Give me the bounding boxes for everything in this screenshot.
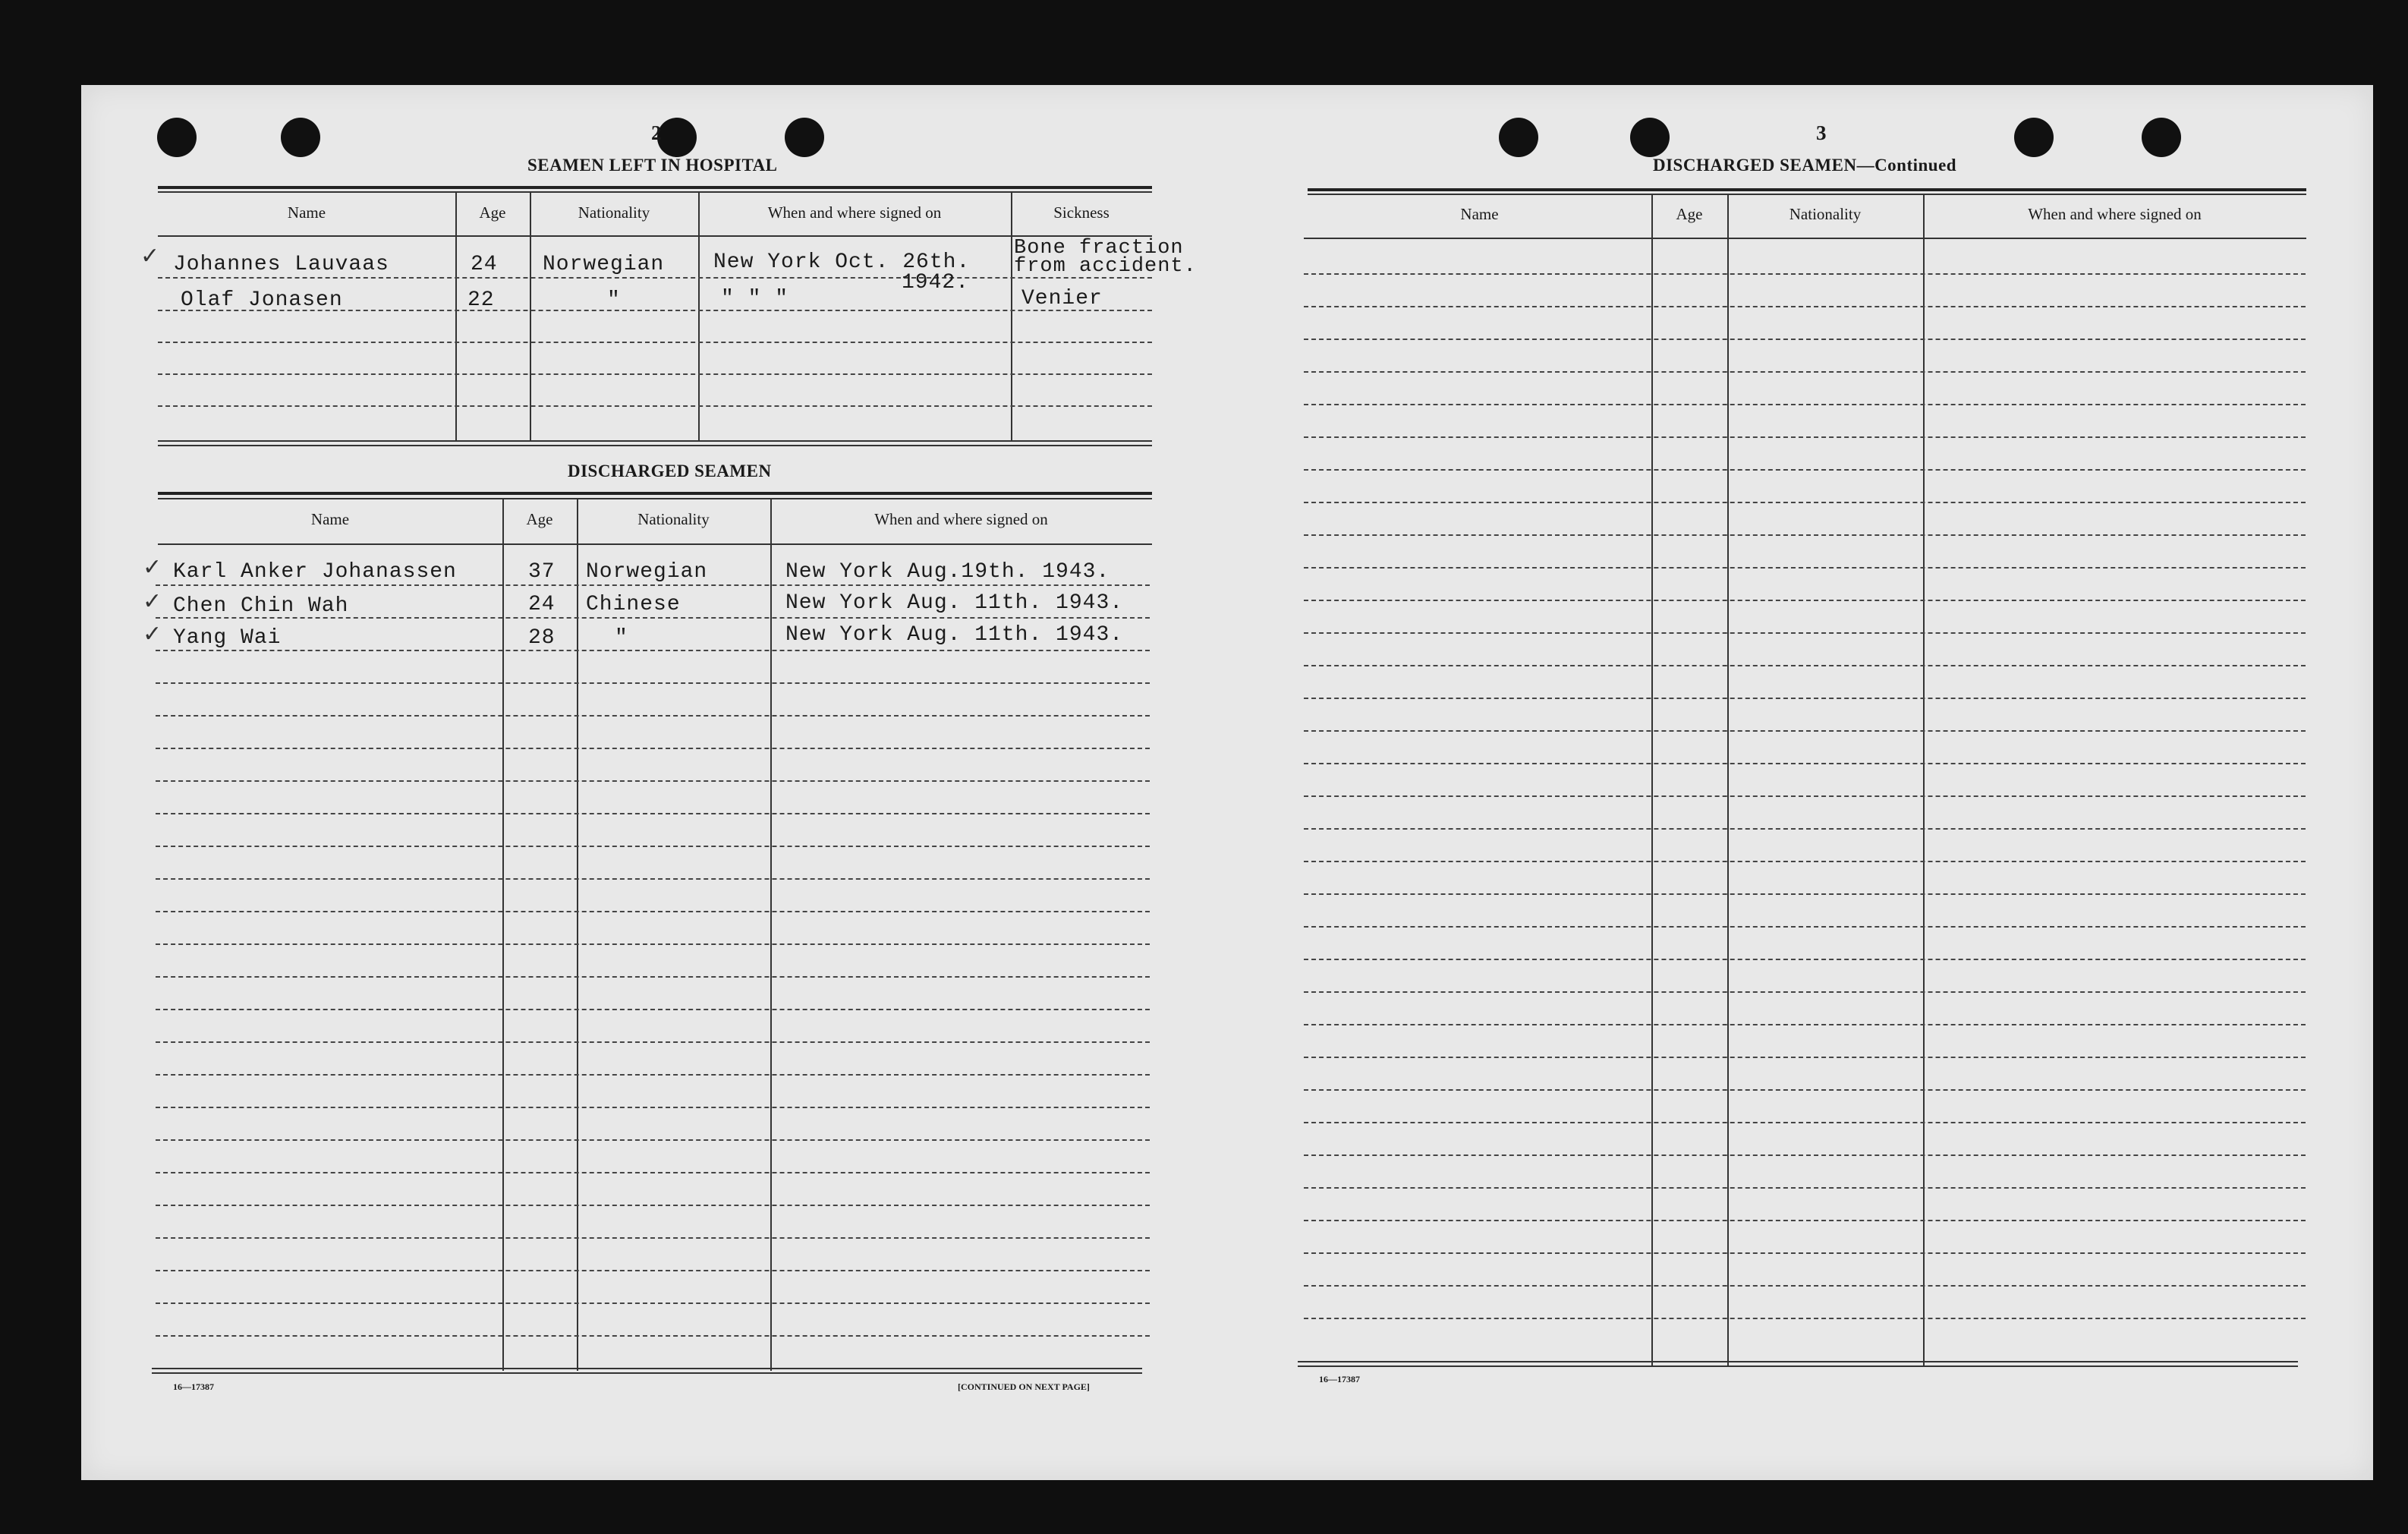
punch-hole bbox=[657, 118, 697, 157]
right-col-name: Name bbox=[1460, 205, 1499, 223]
ruled-line bbox=[156, 1172, 1150, 1173]
ruled-line bbox=[1304, 1122, 2306, 1123]
ruled-line bbox=[1304, 1318, 2306, 1319]
right-header-rule bbox=[1304, 238, 2306, 239]
ruled-line bbox=[1304, 436, 2306, 438]
hospital-col-divider bbox=[455, 191, 457, 442]
discharged-row-name: Karl Anker Johanassen bbox=[173, 560, 457, 584]
ruled-line bbox=[1304, 665, 2306, 666]
ruled-line bbox=[1304, 991, 2306, 993]
discharged-col-signed: When and where signed on bbox=[874, 510, 1048, 528]
hospital-col-divider bbox=[530, 191, 531, 442]
ruled-line bbox=[158, 342, 1152, 343]
right-form-number: 16—17387 bbox=[1319, 1374, 1360, 1384]
discharged-row-signed: New York Aug. 11th. 1943. bbox=[785, 623, 1124, 647]
discharged-section-title: DISCHARGED SEAMEN bbox=[568, 461, 772, 480]
ruled-line bbox=[156, 1302, 1150, 1304]
discharged-col-divider bbox=[577, 498, 578, 1371]
ruled-line bbox=[1304, 1285, 2306, 1287]
hospital-col-name: Name bbox=[287, 203, 326, 222]
discharged-top-rule-2 bbox=[158, 498, 1152, 499]
ruled-line bbox=[1304, 1089, 2306, 1091]
hospital-header-rule bbox=[158, 235, 1152, 237]
ruled-line bbox=[156, 976, 1150, 978]
ruled-line bbox=[156, 1139, 1150, 1141]
discharged-row-signed: New York Aug. 11th. 1943. bbox=[785, 591, 1124, 615]
hospital-col-sickness: Sickness bbox=[1053, 203, 1110, 222]
ruled-line bbox=[1304, 1252, 2306, 1254]
right-table-top-rule-2 bbox=[1308, 194, 2306, 195]
ruled-line bbox=[156, 1041, 1150, 1043]
discharged-col-divider bbox=[502, 498, 504, 1371]
ruled-line bbox=[156, 813, 1150, 814]
check-mark: ✓ bbox=[143, 554, 162, 581]
ruled-line bbox=[1304, 469, 2306, 471]
right-col-age: Age bbox=[1676, 205, 1703, 223]
ruled-line bbox=[1304, 1154, 2306, 1156]
ruled-line bbox=[156, 1205, 1150, 1206]
right-section-title: DISCHARGED SEAMEN—Continued bbox=[1653, 156, 1957, 175]
discharged-top-rule bbox=[158, 492, 1152, 495]
ruled-line bbox=[156, 943, 1150, 945]
ruled-line bbox=[156, 715, 1150, 717]
ruled-line bbox=[156, 878, 1150, 880]
discharged-row-nationality: Chinese bbox=[586, 593, 681, 616]
right-col-divider bbox=[1923, 194, 1925, 1366]
hospital-row-signed: New York Oct. 26th. bbox=[713, 250, 971, 274]
check-mark: ✓ bbox=[140, 243, 160, 269]
check-mark: ✓ bbox=[143, 621, 162, 647]
ruled-line bbox=[156, 1107, 1150, 1108]
hospital-section-title: SEAMEN LEFT IN HOSPITAL bbox=[527, 156, 778, 175]
discharged-row-nationality: Norwegian bbox=[586, 560, 708, 584]
hospital-col-divider bbox=[698, 191, 700, 442]
hospital-row-age: 22 bbox=[467, 288, 495, 312]
hospital-col-age: Age bbox=[479, 203, 506, 222]
hospital-bottom-rule bbox=[158, 440, 1152, 442]
ruled-line bbox=[1304, 698, 2306, 699]
ruled-line bbox=[1304, 1187, 2306, 1189]
discharged-row-nationality: " bbox=[615, 626, 628, 650]
right-page-number: 3 bbox=[1816, 121, 1827, 144]
discharged-header-rule bbox=[158, 543, 1152, 545]
discharged-col-name: Name bbox=[310, 510, 350, 528]
hospital-row-signed-year: 1942. bbox=[902, 271, 970, 295]
ruled-line bbox=[158, 405, 1152, 407]
discharged-row-age: 24 bbox=[528, 593, 556, 616]
ruled-line bbox=[1304, 1024, 2306, 1025]
hospital-table-top-rule-2 bbox=[158, 191, 1152, 193]
ruled-line bbox=[1304, 534, 2306, 536]
ruled-line bbox=[1304, 795, 2306, 797]
ruled-line bbox=[1304, 959, 2306, 960]
ruled-line bbox=[156, 1237, 1150, 1239]
ruled-line bbox=[156, 1270, 1150, 1271]
punch-hole bbox=[1499, 118, 1538, 157]
punch-hole bbox=[2142, 118, 2181, 157]
ruled-line bbox=[156, 911, 1150, 912]
ruled-line bbox=[156, 846, 1150, 847]
left-form-number: 16—17387 bbox=[173, 1381, 214, 1392]
hospital-row-sickness-line2: from accident. bbox=[1014, 255, 1197, 278]
ruled-line bbox=[1304, 371, 2306, 373]
discharged-row-signed: New York Aug.19th. 1943. bbox=[785, 560, 1110, 584]
ruled-line bbox=[1304, 893, 2306, 895]
ruled-line bbox=[156, 650, 1150, 651]
ruled-line bbox=[1304, 306, 2306, 307]
hospital-col-divider bbox=[1011, 191, 1012, 442]
ruled-line bbox=[156, 1335, 1150, 1337]
hospital-row-age: 24 bbox=[471, 253, 498, 276]
discharged-row-name: Chen Chin Wah bbox=[173, 594, 349, 618]
ruled-line bbox=[1304, 632, 2306, 634]
hospital-row-name: Olaf Jonasen bbox=[181, 288, 343, 312]
discharged-col-nationality: Nationality bbox=[637, 510, 710, 528]
hospital-table-top-rule bbox=[158, 186, 1152, 189]
check-mark: ✓ bbox=[143, 588, 162, 615]
left-page-number: 2 bbox=[651, 121, 662, 144]
discharged-col-divider bbox=[770, 498, 772, 1371]
hospital-row-signed: " " " bbox=[721, 287, 789, 310]
ruled-line bbox=[1304, 861, 2306, 862]
ruled-line bbox=[156, 748, 1150, 749]
right-table-top-rule bbox=[1308, 188, 2306, 191]
ruled-line bbox=[1304, 828, 2306, 830]
ruled-line bbox=[158, 277, 1152, 279]
ruled-line bbox=[1304, 926, 2306, 928]
punch-hole bbox=[157, 118, 197, 157]
ruled-line bbox=[156, 1009, 1150, 1010]
ruled-line bbox=[1304, 763, 2306, 764]
ruled-line bbox=[156, 780, 1150, 782]
right-col-nationality: Nationality bbox=[1789, 205, 1862, 223]
hospital-row-sickness: Venier bbox=[1021, 287, 1103, 310]
right-col-signed: When and where signed on bbox=[2028, 205, 2202, 223]
ruled-line bbox=[1304, 567, 2306, 569]
ruled-line bbox=[1304, 404, 2306, 405]
ruled-line bbox=[1304, 339, 2306, 340]
punch-hole bbox=[2014, 118, 2054, 157]
punch-hole bbox=[281, 118, 320, 157]
ruled-line bbox=[156, 584, 1150, 586]
hospital-row-name: Johannes Lauvaas bbox=[173, 253, 389, 276]
ruled-line bbox=[1304, 1220, 2306, 1221]
hospital-col-nationality: Nationality bbox=[578, 203, 650, 222]
discharged-row-name: Yang Wai bbox=[173, 626, 282, 650]
ruled-line bbox=[156, 682, 1150, 684]
hospital-row-nationality: Norwegian bbox=[543, 253, 665, 276]
ruled-line bbox=[1304, 273, 2306, 275]
discharged-bottom-rule bbox=[152, 1368, 1142, 1369]
ruled-line bbox=[1304, 502, 2306, 503]
discharged-row-age: 37 bbox=[528, 560, 556, 584]
ruled-line bbox=[1304, 600, 2306, 601]
punch-hole bbox=[1630, 118, 1670, 157]
right-col-divider bbox=[1727, 194, 1729, 1366]
ruled-line bbox=[158, 373, 1152, 375]
hospital-row-sickness: Bone fraction bbox=[1014, 237, 1184, 260]
hospital-bottom-rule-2 bbox=[158, 445, 1152, 446]
continued-note: [CONTINUED ON NEXT PAGE] bbox=[958, 1381, 1090, 1392]
discharged-row-age: 28 bbox=[528, 626, 556, 650]
right-bottom-rule-2 bbox=[1298, 1365, 2298, 1367]
discharged-col-age: Age bbox=[526, 510, 553, 528]
ruled-line bbox=[156, 1074, 1150, 1076]
discharged-bottom-rule-2 bbox=[152, 1372, 1142, 1374]
hospital-col-signed: When and where signed on bbox=[767, 203, 942, 222]
punch-hole bbox=[785, 118, 824, 157]
right-bottom-rule bbox=[1298, 1361, 2298, 1362]
ruled-line bbox=[1304, 730, 2306, 732]
ruled-line bbox=[1304, 1057, 2306, 1058]
right-col-divider bbox=[1651, 194, 1653, 1366]
hospital-row-nationality: " bbox=[607, 288, 621, 312]
